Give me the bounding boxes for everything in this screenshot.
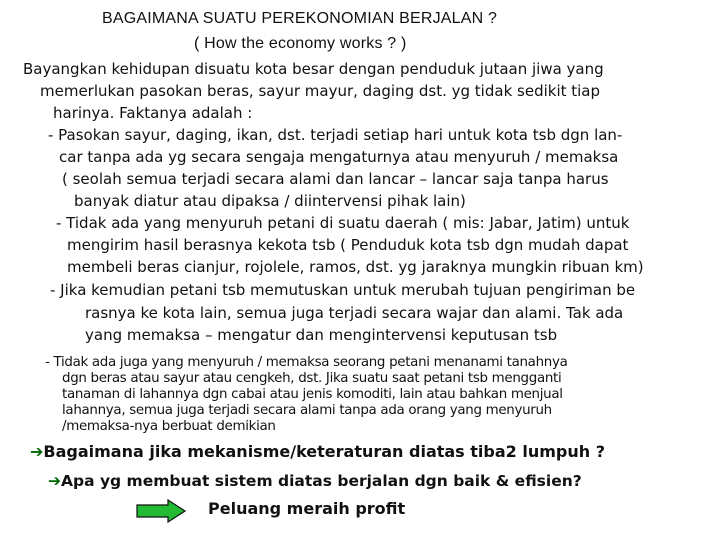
point-line: - Pasokan sayur, daging, ikan, dst. terjadi setiap hari untuk kota tsb dgn lan- <box>48 126 623 144</box>
arrow-right-icon: ➔ <box>48 472 61 490</box>
point-line: ( seolah semua terjadi secara alami dan lancar – lancar saja tanpa harus <box>62 170 609 188</box>
point-line: yang memaksa – mengatur dan mengintervensi keputusan tsb <box>85 326 558 344</box>
point-line: banyak diatur atau dipaksa / diintervensi pihak lain) <box>74 192 466 210</box>
point-line: lahannya, semua juga terjadi secara alami tanpa ada orang yang menyuruh <box>62 403 552 418</box>
point-line: dgn beras atau sayur atau cengkeh, dst. Jika suatu saat petani tsb mengganti <box>62 371 562 386</box>
point-line: rasnya ke kota lain, semua juga terjadi secara wajar dan alami. Tak ada <box>85 304 624 322</box>
paragraph-line: Bayangkan kehidupan disuatu kota besar dengan penduduk jutaan jiwa yang <box>23 60 604 78</box>
paragraph-line: harinya. Faktanya adalah : <box>53 104 253 122</box>
point-line: car tanpa ada yg secara sengaja mengaturnya atau menyuruh / memaksa <box>59 148 619 166</box>
point-line: mengirim hasil berasnya kekota tsb ( Penduduk kota tsb dgn mudah dapat <box>67 236 629 254</box>
point-line: /memaksa-nya berbuat demikian <box>62 419 276 434</box>
question-line <box>48 474 582 490</box>
point-line: membeli beras cianjur, rojolele, ramos, dst. yg jaraknya mungkin ribuan km) <box>67 258 644 276</box>
paragraph-line: memerlukan pasokan beras, sayur mayur, daging dst. yg tidak sedikit tiap <box>40 82 601 100</box>
green-arrow-icon <box>136 499 186 523</box>
point-line: - Tidak ada juga yang menyuruh / memaksa seorang petani menanami tanahnya <box>45 355 568 370</box>
point-line: - Jika kemudian petani tsb memutuskan untuk merubah tujuan pengiriman be <box>50 281 636 299</box>
point-line: tanaman di lahannya dgn cabai atau jenis komoditi, lain atau bahkan menjual <box>62 387 563 402</box>
question-text: Bagaimana jika mekanisme/keteraturan diatas tiba2 lumpuh ? <box>43 442 605 461</box>
answer-text: Peluang meraih profit <box>208 499 406 518</box>
page-title: BAGAIMANA SUATU PEREKONOMIAN BERJALAN ? <box>102 10 498 27</box>
arrow-right-icon: ➔ <box>30 442 44 461</box>
question-line <box>30 444 605 460</box>
point-line: - Tidak ada yang menyuruh petani di suatu daerah ( mis: Jabar, Jatim) untuk <box>56 214 630 232</box>
page-subtitle: ( How the economy works ? ) <box>194 35 407 52</box>
question-text: Apa yg membuat sistem diatas berjalan dgn baik & efisien? <box>61 472 582 490</box>
